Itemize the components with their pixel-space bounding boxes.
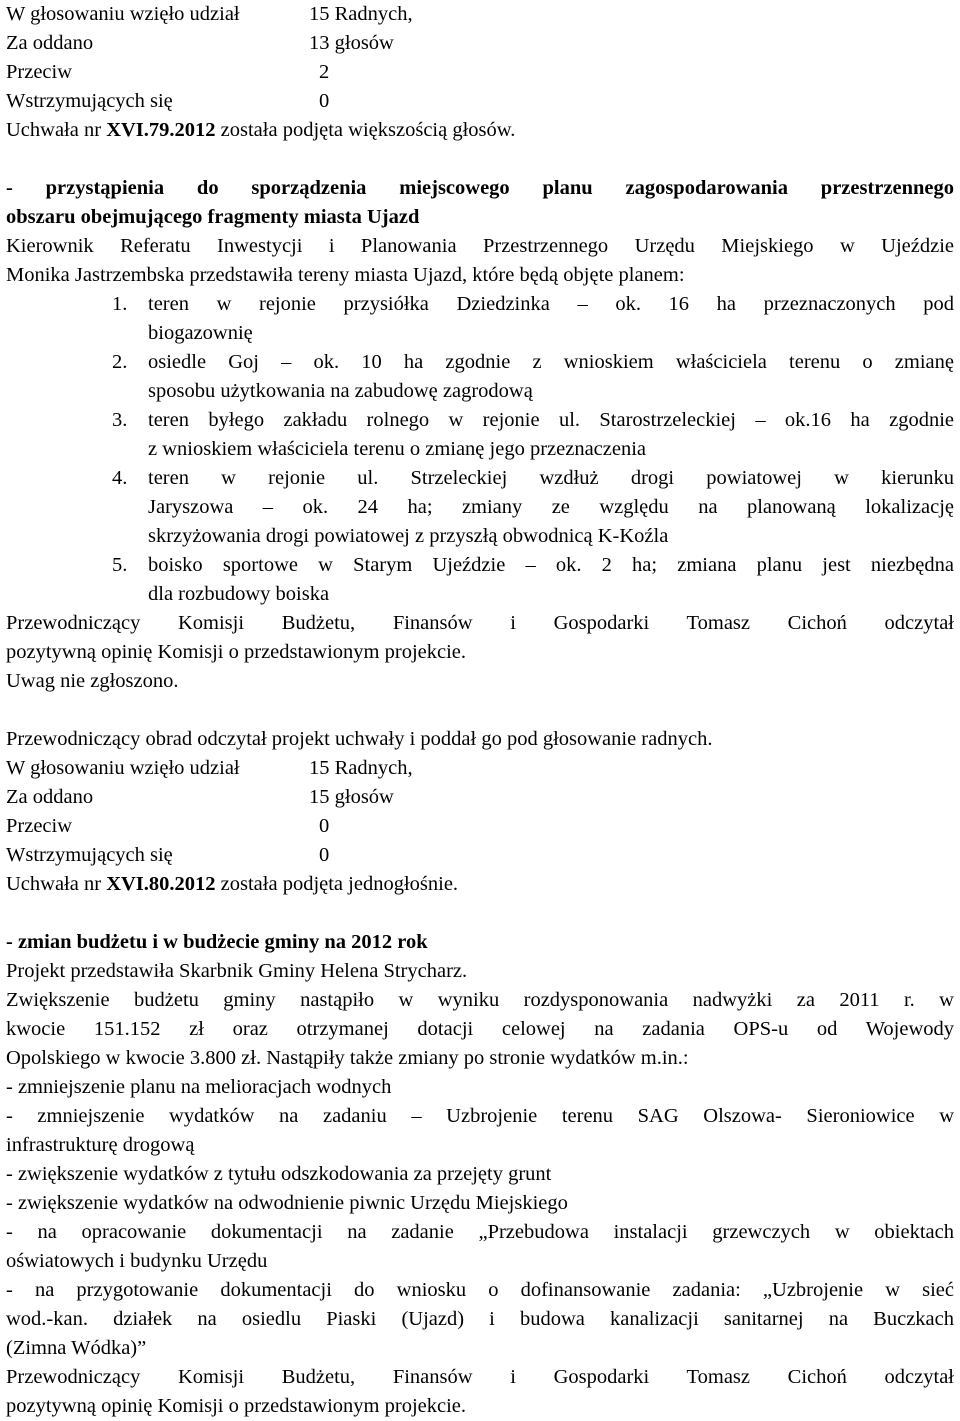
list-item <box>6 406 954 464</box>
list-item <box>6 464 954 551</box>
vote-participants-row <box>6 754 954 783</box>
vote-intro: Przewodniczący obrad odczytał projekt uchwały i poddał go pod głosowanie radnych. <box>6 728 713 750</box>
list-item-text: teren w rejonie przysiółka Dziedzinka – ok. 16 ha przeznaczonych pod <box>148 293 954 315</box>
commission-opinion-cont: pozytywną opinię Komisji o przedstawionym projekcie. <box>6 1395 467 1417</box>
list-item-text-cont: biogazownię <box>148 322 253 344</box>
commission-opinion: Przewodniczący Komisji Budżetu, Finansów i Gospodarki Tomasz Cichoń odczytał <box>6 1366 954 1388</box>
budget-paragraph: Zwiększenie budżetu gminy nastąpiło w wyniku rozdysponowania nadwyżki za 2011 r. w <box>6 989 954 1011</box>
list-item-text-cont: dla rozbudowy boiska <box>148 583 330 605</box>
topic-intro-cont: Monika Jastrzembska przedstawiła tereny miasta Ujazd, które będą objęte planem: <box>6 264 685 286</box>
list-item-text-cont: Jaryszowa – ok. 24 ha; zmiany ze względu na planowaną lokalizację <box>148 496 954 518</box>
commission-opinion: Przewodniczący Komisji Budżetu, Finansów i Gospodarki Tomasz Cichoń odczytał <box>6 612 954 634</box>
spacer <box>6 899 954 928</box>
vote-against-label: Przeciw <box>6 815 73 837</box>
vote-abstain-row <box>6 841 954 870</box>
spacer <box>6 696 954 725</box>
resolution-suffix: została podjęta jednogłośnie. <box>215 873 459 895</box>
list-item <box>6 348 954 406</box>
vote-block-2 <box>6 725 954 899</box>
change-item: - zmniejszenie wydatków na zadaniu – Uzbrojenie terenu SAG Olszowa- Sieroniowice w <box>6 1105 954 1127</box>
vote-for-label: Za oddano <box>6 786 94 808</box>
area-list <box>6 290 954 609</box>
topic-heading: - zmian budżetu i w budżecie gminy na 2012 rok <box>6 931 428 953</box>
vote-for-value: 13 głosów <box>309 32 394 54</box>
vote-against-row <box>6 812 954 841</box>
change-item-cont: oświatowych i budynku Urzędu <box>6 1250 268 1272</box>
topic-heading-cont: obszaru obejmującego fragmenty miasta Ujazd <box>6 206 420 228</box>
list-item-text: teren byłego zakładu rolnego w rejonie ul. Starostrzeleckiej – ok.16 ha zgodnie <box>148 409 954 431</box>
topic-heading: - przystąpienia do sporządzenia miejscowego planu zagospodarowania przestrzennego <box>6 177 954 199</box>
budget-paragraph-cont: Opolskiego w kwocie 3.800 zł. Nastąpiły także zmiany po stronie wydatków m.in.: <box>6 1047 689 1069</box>
change-item: - zwiększenie wydatków z tytułu odszkodowania za przejęty grunt <box>6 1163 552 1185</box>
change-item-cont: infrastrukturę drogową <box>6 1134 195 1156</box>
resolution-result <box>6 870 954 899</box>
vote-participants-value: 15 Radnych, <box>309 3 413 25</box>
list-item-text-cont: sposobu użytkowania na zabudowę zagrodową <box>148 380 533 402</box>
vote-against-row <box>6 58 954 87</box>
resolution-number: XVI.79.2012 <box>106 119 216 141</box>
vote-participants-label: W głosowaniu wzięło udział <box>6 3 240 25</box>
vote-abstain-value: 0 <box>319 844 330 866</box>
list-item-text: osiedle Goj – ok. 10 ha zgodnie z wnioskiem właściciela terenu o zmianę <box>148 351 954 373</box>
list-item-text: boisko sportowe w Starym Ujeździe – ok. 2 ha; zmiana planu jest niezbędna <box>148 554 954 576</box>
resolution-suffix: została podjęta większością głosów. <box>215 119 516 141</box>
topic-presenter: Projekt przedstawiła Skarbnik Gminy Helena Strycharz. <box>6 960 468 982</box>
list-item <box>6 290 954 348</box>
change-item: - na przygotowanie dokumentacji do wniosku o dofinansowanie zadania: „Uzbrojenie w sieć <box>6 1279 954 1301</box>
list-item-number: 3. <box>112 409 128 431</box>
list-item <box>6 551 954 609</box>
vote-against-value: 2 <box>319 61 330 83</box>
change-item: - na opracowanie dokumentacji na zadanie „Przebudowa instalacji grzewczych w obiektach <box>6 1221 954 1243</box>
change-item: - zmniejszenie planu na melioracjach wodnych <box>6 1076 392 1098</box>
vote-abstain-value: 0 <box>319 90 330 112</box>
vote-abstain-label: Wstrzymujących się <box>6 844 173 866</box>
vote-against-value: 0 <box>319 815 330 837</box>
vote-block-1 <box>6 0 954 145</box>
vote-for-value: 15 głosów <box>309 786 394 808</box>
vote-participants-label: W głosowaniu wzięło udział <box>6 757 240 779</box>
change-item-cont: (Zimna Wódka)” <box>6 1337 147 1359</box>
vote-for-row <box>6 29 954 58</box>
budget-paragraph-cont: kwocie 151.152 zł oraz otrzymanej dotacji celowej na zadania OPS-u od Wojewody <box>6 1018 954 1040</box>
resolution-result <box>6 116 954 145</box>
change-item-cont: wod.-kan. działek na osiedlu Piaski (Ujazd) i budowa kanalizacji sanitarnej na Buczkach <box>6 1308 954 1330</box>
vote-abstain-label: Wstrzymujących się <box>6 90 173 112</box>
list-item-number: 4. <box>112 467 128 489</box>
list-item-number: 5. <box>112 554 128 576</box>
commission-opinion-cont: pozytywną opinię Komisji o przedstawionym projekcie. <box>6 641 467 663</box>
topic-block-2 <box>6 928 954 1421</box>
spacer <box>6 145 954 174</box>
list-item-text-cont: skrzyżowania drogi powiatowej z przyszłą obwodnicą K-Koźla <box>148 525 669 547</box>
vote-for-label: Za oddano <box>6 32 94 54</box>
resolution-prefix: Uchwała nr <box>6 873 107 895</box>
resolution-prefix: Uchwała nr <box>6 119 107 141</box>
vote-participants-row <box>6 0 954 29</box>
no-remarks: Uwag nie zgłoszono. <box>6 670 179 692</box>
list-item-number: 2. <box>112 351 128 373</box>
vote-participants-value: 15 Radnych, <box>309 757 413 779</box>
list-item-text-cont: z wnioskiem właściciela terenu o zmianę jego przeznaczenia <box>148 438 647 460</box>
resolution-number: XVI.80.2012 <box>106 873 216 895</box>
vote-for-row <box>6 783 954 812</box>
change-item: - zwiększenie wydatków na odwodnienie piwnic Urzędu Miejskiego <box>6 1192 568 1214</box>
vote-abstain-row <box>6 87 954 116</box>
vote-against-label: Przeciw <box>6 61 73 83</box>
topic-intro: Kierownik Referatu Inwestycji i Planowania Przestrzennego Urzędu Miejskiego w Ujeździe <box>6 235 954 257</box>
topic-block-1 <box>6 174 954 696</box>
list-item-number: 1. <box>112 293 128 315</box>
list-item-text: teren w rejonie ul. Strzeleckiej wzdłuż drogi powiatowej w kierunku <box>148 467 954 489</box>
